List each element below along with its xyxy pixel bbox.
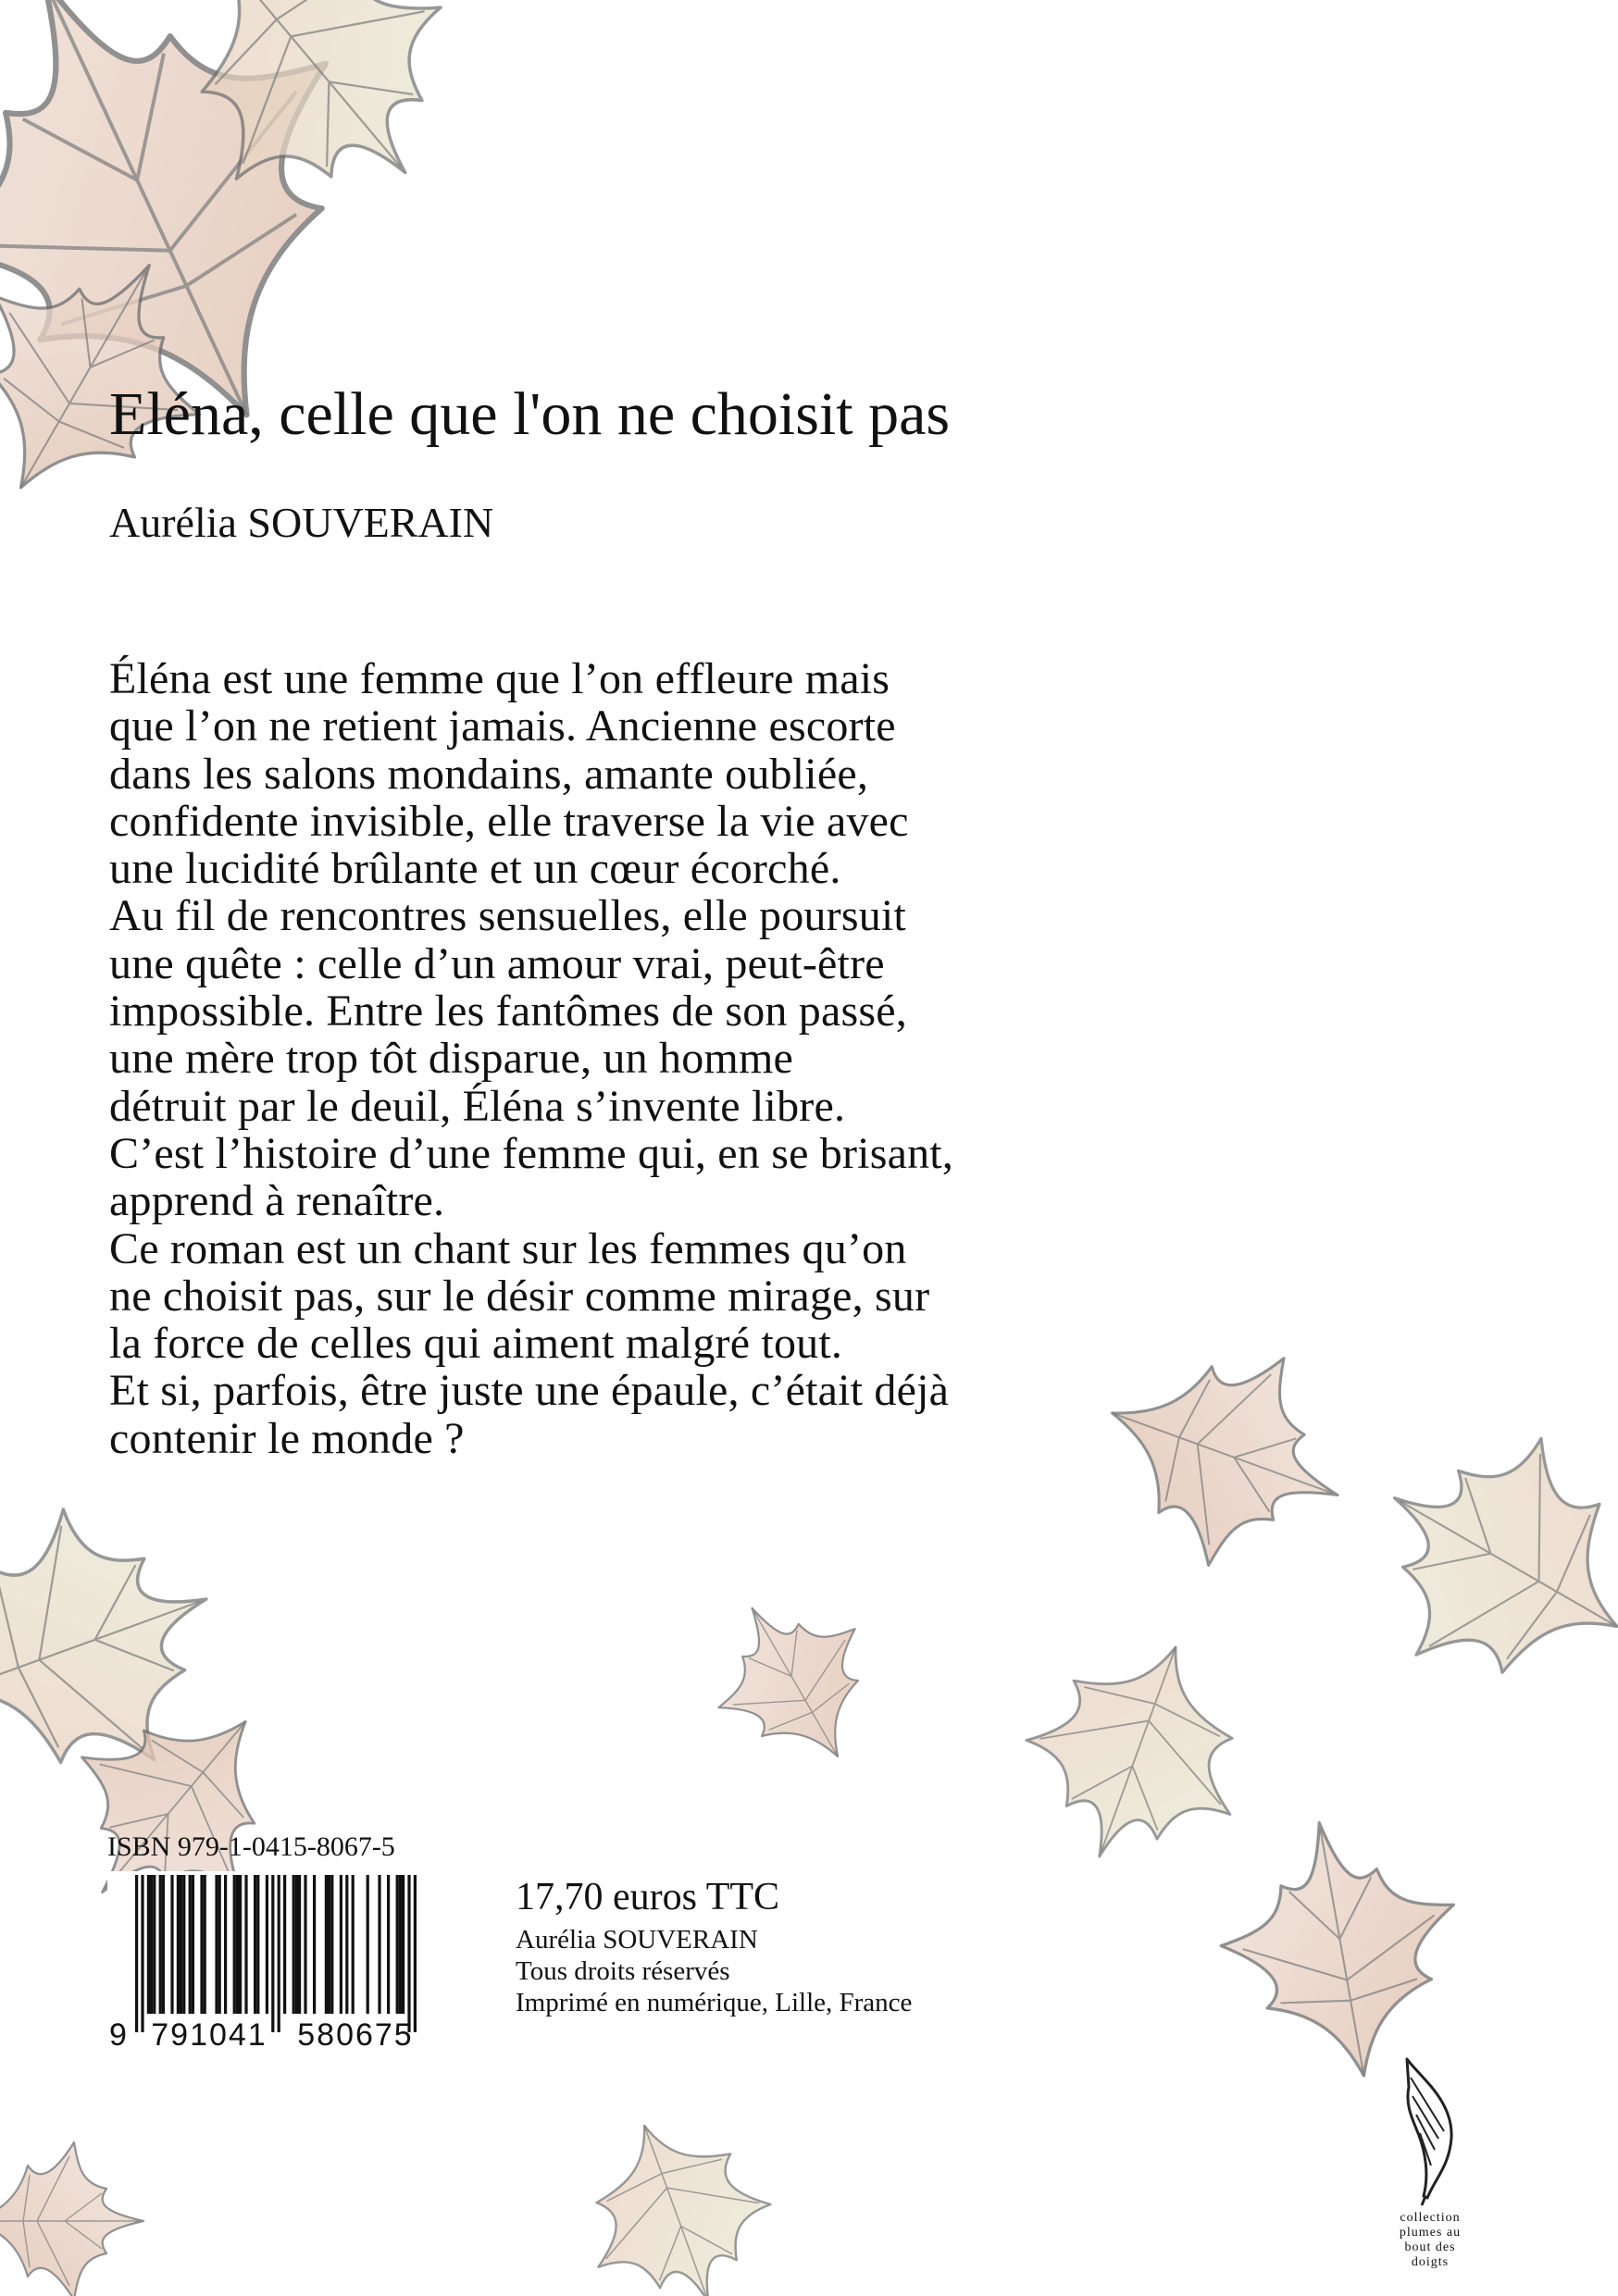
barcode-bar (236, 1875, 239, 2014)
barcode-bar (283, 1875, 286, 2014)
barcode-bar (239, 1875, 242, 2014)
barcode-bar (254, 1875, 256, 2014)
barcode-bar (295, 1875, 298, 2014)
summary-line: apprend à renaître. (109, 1176, 445, 1226)
summary-line: Au fil de rencontres sensuelles, elle poursuit (109, 891, 906, 941)
barcode-bar (218, 1875, 221, 2014)
barcode-left-digits: 791041 (151, 2017, 268, 2050)
summary-line: Éléna est une femme que l’on effleure mais (109, 654, 890, 703)
summary-line: Ce roman est un chant sur les femmes qu’on (109, 1223, 907, 1273)
price: 17,70 euros TTC (516, 1876, 780, 1918)
author-name: Aurélia SOUVERAIN (109, 499, 494, 546)
barcode-bar (266, 1875, 268, 2014)
barcode-bar (278, 1875, 280, 2032)
barcode-bar (407, 1875, 410, 2032)
book-summary (109, 655, 1313, 1462)
summary-line: la force de celles qui aiment malgré tout. (109, 1319, 843, 1369)
barcode-bar (256, 1875, 259, 2014)
summary-line: une lucidité brûlante et un cœur écorché. (109, 844, 841, 894)
printing-notice: Imprimé en numérique, Lille, France (516, 1988, 913, 2017)
barcode-bar (135, 1875, 138, 2032)
imprint-author: Aurélia SOUVERAIN (516, 1925, 758, 1955)
barcode-bar (177, 1875, 180, 2014)
isbn-barcode (107, 1871, 454, 2050)
barcode-bar (298, 1875, 301, 2014)
barcode-bar (170, 1875, 173, 2014)
summary-line: que l’on ne retient jamais. Ancienne escorte (109, 701, 896, 751)
quill-icon (1398, 2050, 1462, 2207)
barcode-bar (153, 1875, 156, 2014)
barcode-bar (215, 1875, 218, 2014)
logo-line: bout des (1404, 2240, 1456, 2254)
barcode-right-digits: 580675 (297, 2017, 414, 2050)
barcode-bar (387, 1875, 390, 2014)
barcode-bar (313, 1875, 316, 2014)
barcode-bar (233, 1875, 236, 2014)
barcode-bar (330, 1875, 333, 2014)
barcode-bar (325, 1875, 328, 2014)
barcode-bar (192, 1875, 194, 2014)
barcode-bar (189, 1875, 192, 2014)
barcode-bar (352, 1875, 355, 2014)
barcode-bar (204, 1875, 206, 2014)
barcode-bar (159, 1875, 162, 2014)
summary-line: ne choisit pas, sur le désir comme mirage, sur (109, 1271, 930, 1321)
barcode-bar (244, 1875, 247, 2014)
barcode-bar (182, 1875, 185, 2014)
summary-line: une quête : celle d’un amour vrai, peut-être (109, 938, 885, 988)
barcode-bar (402, 1875, 404, 2014)
barcode-bar (345, 1875, 348, 2014)
summary-line: dans les salons mondains, amante oubliée, (109, 749, 869, 799)
barcode-bar (304, 1875, 306, 2014)
barcode-first-digit: 9 (109, 2017, 127, 2050)
barcode-bar (328, 1875, 330, 2014)
barcode-bar (150, 1875, 153, 2014)
barcode-bar (180, 1875, 182, 2014)
barcode-bar (162, 1875, 165, 2014)
barcode-bar (147, 1875, 150, 2014)
summary-line: C’est l’histoire d’une femme qui, en se brisant, (109, 1128, 954, 1178)
barcode-bar (399, 1875, 402, 2014)
barcode-bar (367, 1875, 369, 2014)
summary-line: confidente invisible, elle traverse la vie avec (109, 796, 909, 846)
barcode-bar (378, 1875, 380, 2014)
barcode-bar (141, 1875, 143, 2032)
barcode-bar (200, 1875, 203, 2014)
logo-line: doigts (1411, 2255, 1450, 2269)
summary-line: détruit par le deuil, Éléna s’invente libre. (109, 1081, 846, 1131)
isbn-number: ISBN 979-1-0415-8067-5 (107, 1831, 395, 1862)
rights-notice: Tous droits réservés (516, 1956, 730, 1986)
summary-line: Et si, parfois, être juste une épaule, c’était déjà (109, 1366, 950, 1416)
book-title: Eléna, celle que l'on ne choisit pas (109, 380, 951, 448)
collection-logo (1388, 2050, 1472, 2281)
barcode-bar (396, 1875, 399, 2014)
summary-line: une mère trop tôt disparue, un homme (109, 1034, 794, 1084)
logo-line: collection (1400, 2211, 1461, 2225)
barcode-bar (340, 1875, 342, 2014)
summary-line: contenir le monde ? (109, 1413, 465, 1463)
summary-line: impossible. Entre les fantômes de son passé, (109, 987, 907, 1036)
barcode-bar (292, 1875, 295, 2014)
barcode-bar (414, 1875, 417, 2032)
barcode-bar (224, 1875, 227, 2014)
logo-line: plumes au (1399, 2226, 1462, 2240)
barcode-bar (271, 1875, 274, 2032)
